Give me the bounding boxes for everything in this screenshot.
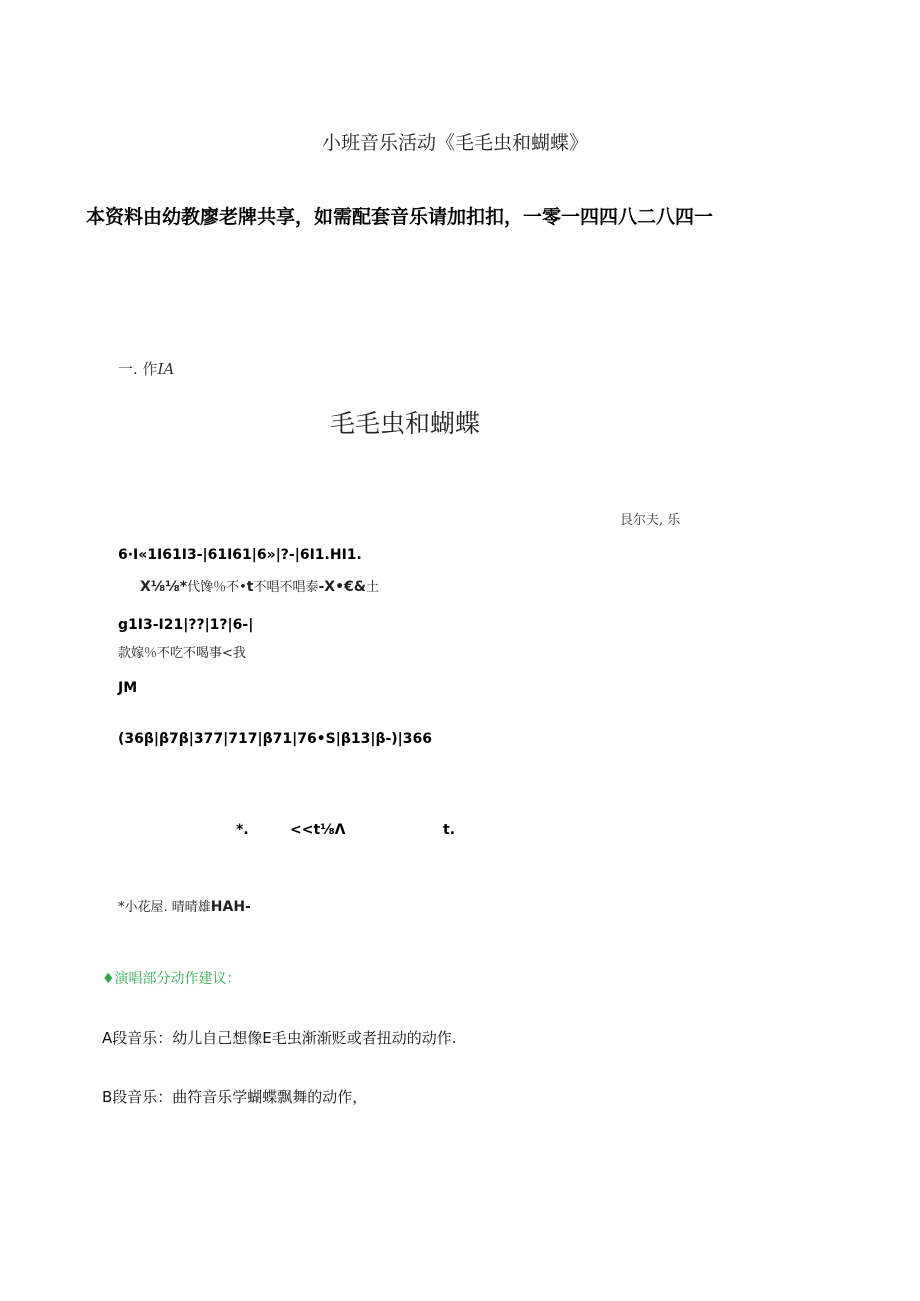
section-heading bbox=[118, 358, 174, 379]
lyric-fragment: HAH- bbox=[210, 899, 251, 915]
section-b-lead: B bbox=[102, 1088, 113, 1106]
lyric-fragment: 代馋％不• bbox=[187, 580, 247, 595]
lyric-fragment: *小花屋. 晴晴雄 bbox=[118, 900, 211, 915]
section-a-lead: A bbox=[102, 1029, 113, 1047]
lyric-fragment: -X•€& bbox=[318, 579, 367, 595]
section-a-text-2: 毛虫渐渐贬或者扭动的动作. bbox=[271, 1029, 457, 1047]
section-a-letter: E bbox=[262, 1029, 272, 1047]
score-lyric-line-2: 款嫁％不吃不喝事<我 bbox=[118, 646, 246, 661]
lyric-fragment: t bbox=[246, 579, 254, 595]
section-heading-suffix: IA bbox=[157, 360, 175, 378]
section-heading-prefix: 一. 作 bbox=[118, 360, 158, 378]
composer-credit: 艮尔夫, 乐 bbox=[620, 513, 681, 528]
section-a-paragraph bbox=[102, 1027, 457, 1048]
sharing-notice: 本资料由幼教廖老牌共享，如需配套音乐请加扣扣，一零一四四八二八四一 bbox=[86, 206, 714, 228]
score-notation-line-2: g1I3-I21|??|1?|6-| bbox=[118, 617, 254, 633]
score-lyric-line-5 bbox=[118, 896, 251, 915]
score-notation-line-1: 6·I«1I61I3-|61I61|6»|?-|6I1.HI1. bbox=[118, 547, 362, 563]
score-notation-line-3: JM bbox=[118, 680, 138, 696]
section-b-paragraph bbox=[102, 1086, 367, 1107]
score-fragment-3: t. bbox=[443, 822, 456, 838]
action-suggestion-heading: ♦演唱部分动作建议： bbox=[102, 971, 241, 987]
lyric-fragment: 不唱不唱泰 bbox=[253, 580, 319, 595]
lyric-fragment: X⅛⅛* bbox=[140, 579, 188, 595]
section-a-text: 段音乐：幼儿自己想像 bbox=[112, 1029, 263, 1047]
score-lyric-line-1 bbox=[140, 576, 379, 595]
lyric-fragment: 土 bbox=[366, 580, 380, 595]
section-b-text: 段音乐：曲符音乐学蝴蝶飘舞的动作， bbox=[112, 1088, 368, 1106]
document-title: 小班音乐活动《毛毛虫和蝴蝶》 bbox=[321, 132, 588, 154]
score-fragment-2: <<t⅛Λ bbox=[290, 822, 346, 838]
score-fragment-1: *. bbox=[236, 822, 249, 838]
song-title: 毛毛虫和蝴蝶 bbox=[329, 409, 480, 438]
score-notation-line-4: (36β|β7β|377|717|β71|76•S|β13|β-)|366 bbox=[118, 731, 433, 747]
